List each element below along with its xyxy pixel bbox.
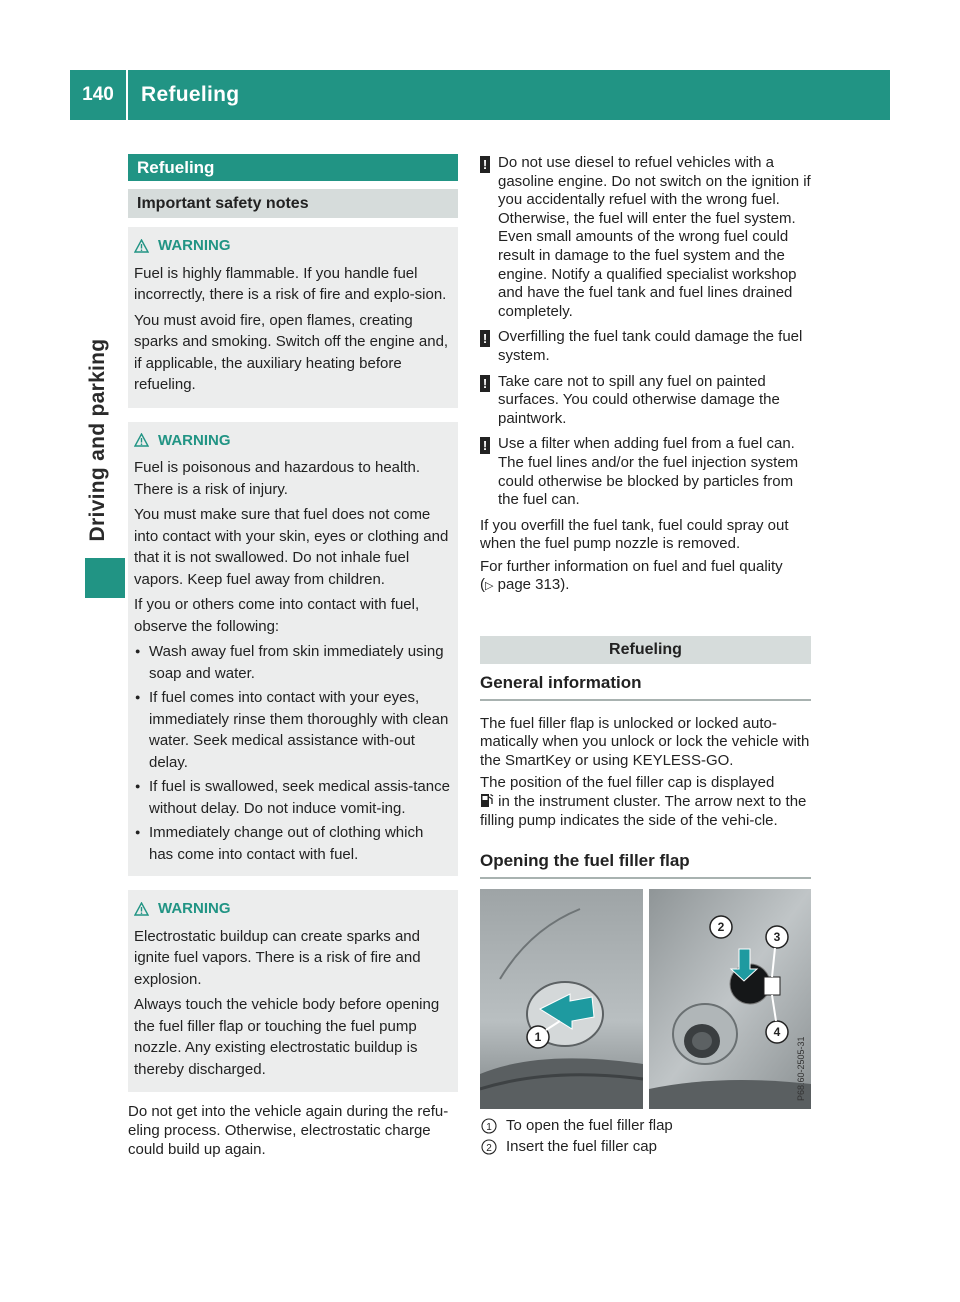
header-divider xyxy=(126,70,128,120)
fuel-flap-figure xyxy=(480,889,811,1109)
warning-text: You must make sure that fuel does not come into contact with your skin, eyes or clothing and that it is not swallowed. Do not inhale fuel vapors. Keep fuel away from children. xyxy=(134,506,449,588)
bullet-list xyxy=(134,641,450,865)
callout-2-number: 2 xyxy=(717,919,725,934)
cross-reference xyxy=(480,558,811,596)
warning-label: WARNING xyxy=(158,237,231,254)
side-tab-label: Driving and parking xyxy=(86,338,109,542)
warning-heading xyxy=(134,235,450,257)
notice-item xyxy=(480,435,811,509)
warning-label: WARNING xyxy=(158,431,231,449)
right-column xyxy=(480,154,811,1160)
fuel-pump-icon xyxy=(480,793,494,808)
warning-text: Always touch the vehicle body before opening the fuel filler flap or touching the fuel pump nozzle. Any existing electrostatic buildup is thereby discharged. xyxy=(134,996,440,1078)
notice-item xyxy=(480,373,811,429)
subsection-title: Important safety notes xyxy=(128,189,458,218)
text-span: in the instrument cluster. The arrow next to the filling pump indicates the side of the vehi-cle. xyxy=(480,793,807,829)
callout-item xyxy=(480,1117,811,1136)
body-text xyxy=(480,774,811,830)
list-item: ● If fuel comes into contact with your eyes, immediately rinse them thoroughly with clean water. Seek medical assistance with-out delay. xyxy=(134,687,450,773)
side-tab xyxy=(70,120,126,1250)
callout-item xyxy=(480,1138,811,1157)
warning-label: WARNING xyxy=(158,900,231,917)
warning-triangle-icon xyxy=(134,902,149,916)
notice-icon: ! xyxy=(480,156,490,173)
heading-general-information: General information xyxy=(480,674,811,701)
page-header xyxy=(70,70,890,120)
callout-number-icon xyxy=(480,1139,498,1155)
callout-4-number: 4 xyxy=(773,1024,781,1039)
warning-box xyxy=(128,890,458,1092)
warning-heading xyxy=(134,430,450,452)
notice-item xyxy=(480,328,811,365)
warning-text: Electrostatic buildup can create sparks and ignite fuel vapors. There is a risk of fire and explosion. xyxy=(134,927,421,988)
heading-opening-fuel-flap: Opening the fuel filler flap xyxy=(480,852,811,879)
list-item: ● If fuel is swallowed, seek medical assis-tance without delay. Do not induce vomit-ing. xyxy=(134,776,450,819)
notice-text: Do not use diesel to refuel vehicles with a gasoline engine. Do not switch on the ignition if you accidentally refuel with the wrong fuel. Otherwise, the fuel will enter the fuel system. Even small amounts of the wrong fuel could result in damage to the fuel system and the engine. Notify a qualified specialist workshop and have the fuel tank and fuel lines drained completely. xyxy=(498,154,811,320)
left-column xyxy=(128,154,458,1163)
list-item: ● Immediately change out of clothing which has come into contact with fuel. xyxy=(134,822,450,865)
list-item: ● Wash away fuel from skin immediately using soap and water. xyxy=(134,641,450,684)
callout-text: Insert the fuel filler cap xyxy=(506,1138,657,1156)
notice-icon: ! xyxy=(480,375,490,392)
notice-text: Use a filter when adding fuel from a fuel can. The fuel lines and/or the fuel injection system could otherwise be blocked by particles from the fuel can. xyxy=(498,435,799,509)
callout-text: To open the fuel filler flap xyxy=(506,1116,673,1134)
warning-box xyxy=(128,422,458,877)
page-reference-link[interactable]: page 313). xyxy=(497,576,570,594)
notice-text: Overfilling the fuel tank could damage the fuel system. xyxy=(498,328,803,364)
body-text: For further information on fuel and fuel quality xyxy=(480,557,783,575)
warning-triangle-icon xyxy=(134,433,149,447)
side-tab-marker xyxy=(85,558,125,598)
warning-heading xyxy=(134,898,450,920)
warning-text: Fuel is highly flammable. If you handle fuel incorrectly, there is a risk of fire and explo-sion. xyxy=(134,264,447,303)
warning-triangle-icon xyxy=(134,239,149,253)
callout-digit: 2 xyxy=(486,1143,492,1155)
text-span: The position of the fuel filler cap is displayed xyxy=(480,774,775,792)
warning-text: If you or others come into contact with fuel, observe the following: xyxy=(134,596,420,635)
notice-icon: ! xyxy=(480,437,490,454)
callout-3-number: 3 xyxy=(773,929,781,944)
body-text: The fuel filler flap is unlocked or locked auto-matically when you unlock or lock the vehicle with the SmartKey or using KEYLESS-GO. xyxy=(480,714,810,769)
callout-number-icon xyxy=(480,1118,498,1134)
notice-text: Take care not to spill any fuel on painted surfaces. You could otherwise damage the paintwork. xyxy=(498,372,780,427)
chapter-title: Refueling xyxy=(141,83,240,106)
warning-text: You must avoid fire, open flames, creating sparks and smoking. Switch off the engine and, if applicable, the auxiliary heating before refueling. xyxy=(134,311,449,393)
body-text: If you overfill the fuel tank, fuel could spray out when the fuel pump nozzle is removed. xyxy=(480,516,789,553)
notice-icon: ! xyxy=(480,330,490,347)
page-ref-arrow-icon: ▷ xyxy=(485,580,494,593)
warning-box xyxy=(128,227,458,408)
body-text: Do not get into the vehicle again during the refu-eling process. Otherwise, electrostatic charge could build up again. xyxy=(128,1103,449,1158)
page-number: 140 xyxy=(82,84,114,105)
section-title: Refueling xyxy=(480,636,811,664)
paren: ( xyxy=(480,576,485,594)
warning-text: Fuel is poisonous and hazardous to health. There is a risk of injury. xyxy=(134,459,421,498)
notice-item xyxy=(480,154,811,321)
callout-1-number: 1 xyxy=(534,1029,542,1044)
figure-code: P68.60-2505-31 xyxy=(796,1036,806,1101)
callout-digit: 1 xyxy=(486,1121,492,1133)
section-title: Refueling xyxy=(128,154,458,181)
fuel-flap-illustration xyxy=(480,889,811,1109)
